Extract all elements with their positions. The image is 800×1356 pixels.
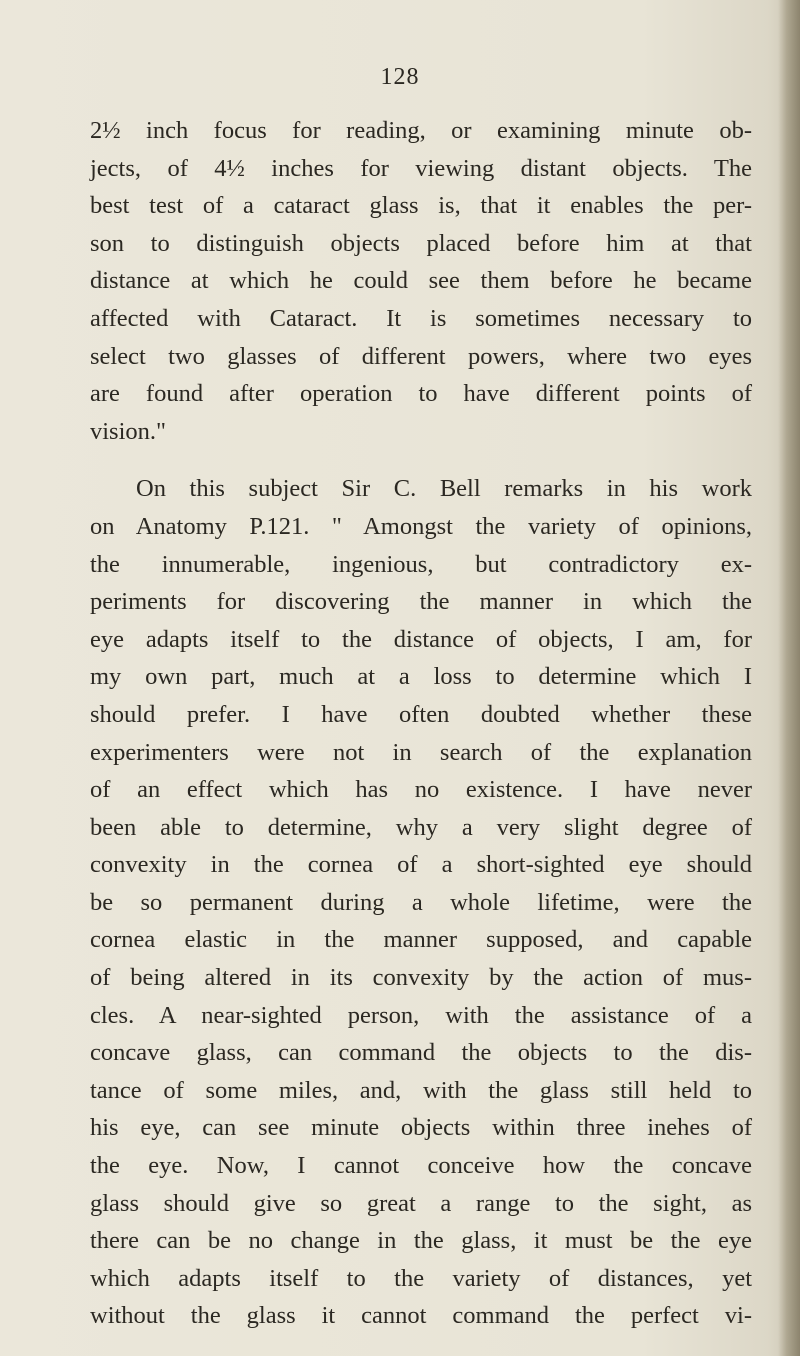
- page-edge-shadow: [778, 0, 800, 1356]
- text-line: vision.": [90, 417, 167, 445]
- text-line: without the glass it cannot command the perfect vi-: [90, 1302, 752, 1330]
- text-line: periments for discovering the manner in which the: [90, 588, 752, 616]
- text-line: experimenters were not in search of the explanation: [90, 738, 752, 766]
- text-line: should prefer. I have often doubted whether these: [90, 700, 752, 728]
- text-line: the eye. Now, I cannot conceive how the concave: [90, 1152, 752, 1180]
- paragraph-2: [90, 470, 752, 1335]
- body-text: [90, 112, 752, 1335]
- text-line: my own part, much at a loss to determine which I: [90, 663, 752, 691]
- text-line: been able to determine, why a very slight degree of: [90, 813, 752, 841]
- text-line: convexity in the cornea of a short-sighted eye should: [90, 851, 752, 879]
- paragraph-1: [90, 112, 752, 450]
- text-line: distance at which he could see them before he became: [90, 267, 752, 295]
- text-line: cles. A near-sighted person, with the assistance of a: [90, 1001, 752, 1029]
- paragraph-gap: [90, 450, 752, 470]
- text-line: which adapts itself to the variety of distances, yet: [90, 1264, 752, 1292]
- text-line: select two glasses of different powers, where two eyes: [90, 342, 752, 370]
- text-line: eye adapts itself to the distance of objects, I am, for: [90, 625, 752, 653]
- text-line: 2½ inch focus for reading, or examining minute ob-: [90, 117, 752, 144]
- text-line: be so permanent during a whole lifetime, were the: [90, 888, 752, 916]
- text-line: of an effect which has no existence. I have never: [90, 776, 752, 804]
- text-line: On this subject Sir C. Bell remarks in his work: [136, 475, 752, 503]
- text-line: tance of some miles, and, with the glass still held to: [90, 1076, 752, 1104]
- text-line: the innumerable, ingenious, but contradictory ex-: [90, 550, 752, 578]
- page-number: 128: [380, 64, 420, 90]
- text-line: son to distinguish objects placed before him at that: [90, 229, 752, 257]
- text-line: there can be no change in the glass, it must be the eye: [90, 1227, 752, 1255]
- text-line: concave glass, can command the objects to the dis-: [90, 1039, 752, 1067]
- text-line: jects, of 4½ inches for viewing distant objects. The: [90, 154, 752, 182]
- text-line: are found after operation to have different points of: [90, 380, 752, 408]
- text-line: best test of a cataract glass is, that it enables the per-: [90, 192, 752, 220]
- text-line: affected with Cataract. It is sometimes necessary to: [90, 304, 752, 332]
- text-line: his eye, can see minute objects within three inehes of: [90, 1114, 752, 1142]
- text-line: of being altered in its convexity by the action of mus-: [90, 964, 752, 992]
- text-line: glass should give so great a range to the sight, as: [90, 1189, 752, 1217]
- text-line: on Anatomy P.121. " Amongst the variety of opinions,: [90, 512, 752, 540]
- text-line: cornea elastic in the manner supposed, and capable: [90, 926, 752, 954]
